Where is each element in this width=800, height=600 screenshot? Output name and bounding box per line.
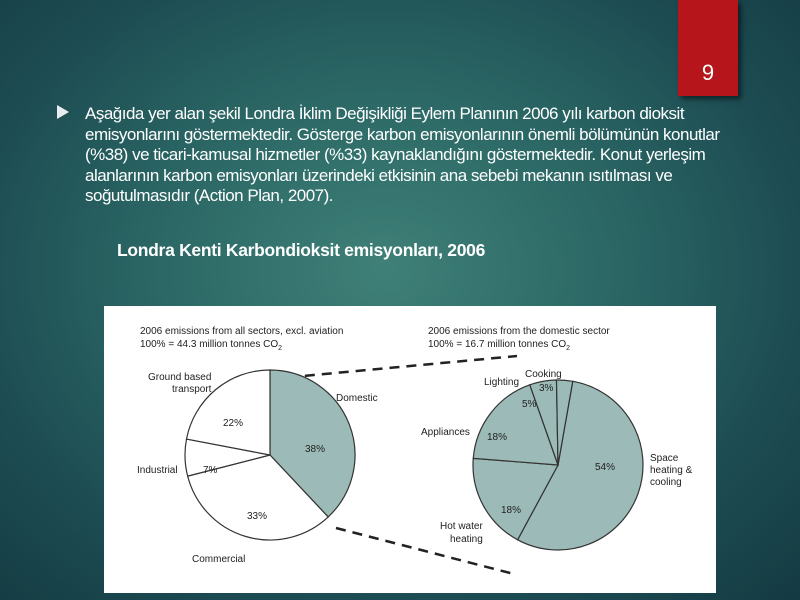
label-lighting: Lighting [484,377,520,388]
right-chart-total-subscript: 2 [566,345,571,352]
label-ground-transport-line1: Ground based [148,372,212,383]
connector-line-bottom [336,528,514,574]
value-space-heating: 54% [595,462,616,473]
label-cooking: Cooking [525,369,562,380]
right-pie [473,380,643,550]
slide-number-badge [678,0,738,96]
label-hot-water-line2: heating [450,534,483,545]
label-appliances: Appliances [421,427,470,438]
value-industrial: 7% [203,465,218,476]
connector-line-top [271,356,517,379]
value-lighting: 5% [522,399,537,410]
bullet-arrow-icon [57,105,69,119]
right-chart-total: 100% = 16.7 million tonnes CO [428,339,567,350]
label-space-heating-line2: heating & [650,465,693,476]
label-domestic: Domestic [336,393,378,404]
label-ground-transport-line2: transport [172,384,212,395]
value-ground-transport: 22% [223,418,244,429]
right-chart-title: 2006 emissions from the domestic sector [428,326,610,337]
left-chart-total-subscript: 2 [278,345,283,352]
label-commercial: Commercial [192,554,246,565]
value-domestic: 38% [305,444,326,455]
slide-number: 9 [701,60,715,85]
svg-text:100% = 44.3 million tonnes CO2 [140,339,282,352]
svg-text:100% = 16.7 million tonnes CO2 [428,339,570,352]
value-appliances: 18% [487,432,508,443]
emissions-figure [104,306,716,593]
left-chart-title: 2006 emissions from all sectors, excl. aviation [140,326,344,337]
left-chart-total: 100% = 44.3 million tonnes CO [140,339,279,350]
label-space-heating-line1: Space [650,453,679,464]
label-space-heating-line3: cooling [650,477,682,488]
value-hot-water: 18% [501,505,522,516]
label-industrial: Industrial [137,465,178,476]
value-cooking: 3% [539,383,554,394]
slide-paragraph: Aşağıda yer alan şekil Londra İklim Değişikliği Eylem Planının 2006 yılı karbon dioksit emisyonlarını göstermektedir. Gösterge karbon emisyonlarının önemli bölümünün konutlar (%38) ve ticari-kamusal hizmetler (%33) kaynaklandığını göstermektedir. Konut yerleşim alanlarının karbon emisyonları üzerindeki etkisinin ana sebebi mekanın ısıtılması ve soğutulmasıdır (Action Plan, 2007). [85,104,720,205]
label-hot-water-line1: Hot water [440,521,483,532]
value-commercial: 33% [247,511,268,522]
left-pie [185,370,355,540]
emissions-pie-charts [104,306,716,593]
figure-title: Londra Kenti Karbondioksit emisyonları, 2006 [117,240,486,260]
